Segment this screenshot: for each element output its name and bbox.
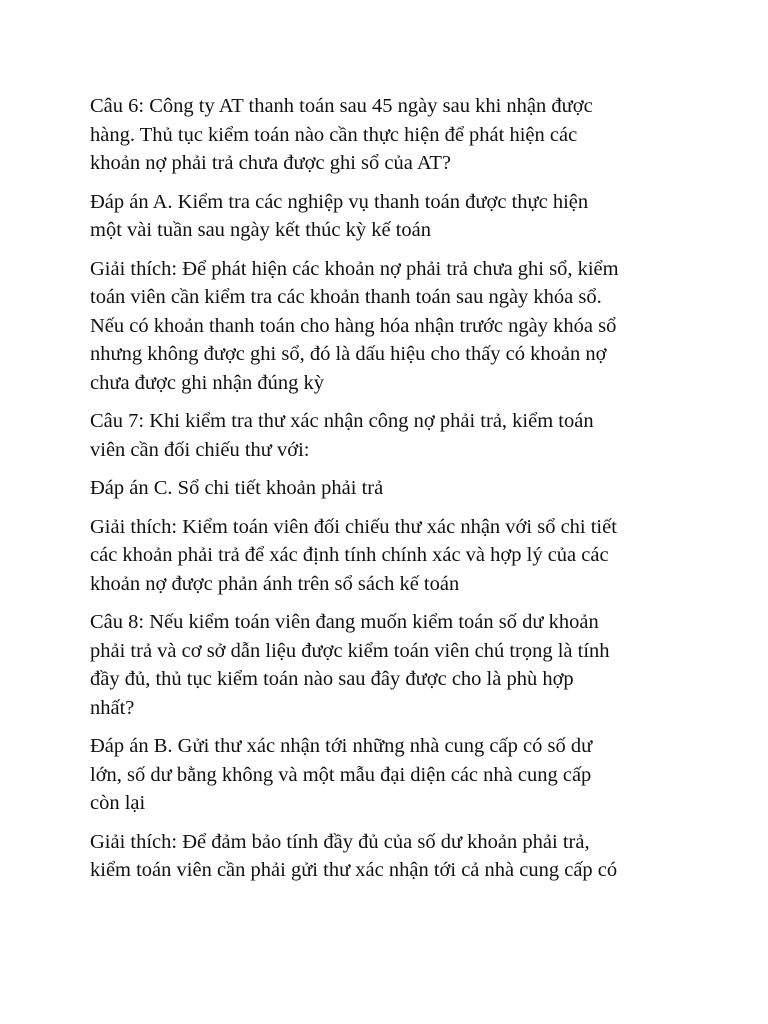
text-line: nhưng không được ghi sổ, đó là dấu hiệu cho thấy có khoản nợ bbox=[90, 343, 607, 365]
answer-8 bbox=[90, 732, 680, 818]
text-line: Giải thích: Để phát hiện các khoản nợ phải trả chưa ghi sổ, kiểm bbox=[90, 257, 619, 280]
text-line: Đáp án A. Kiểm tra các nghiệp vụ thanh toán được thực hiện bbox=[90, 190, 589, 213]
text-line: Nếu có khoản thanh toán cho hàng hóa nhận trước ngày khóa sổ bbox=[90, 314, 617, 337]
text-line: hàng. Thủ tục kiểm toán nào cần thực hiện để phát hiện các bbox=[90, 123, 578, 146]
explanation-7 bbox=[90, 513, 680, 599]
text-line: Câu 8: Nếu kiểm toán viên đang muốn kiểm toán số dư khoản bbox=[90, 611, 599, 633]
text-line: phải trả và cơ sở dẫn liệu được kiểm toán viên chú trọng là tính bbox=[90, 639, 610, 662]
answer-7 bbox=[90, 474, 680, 503]
text-line: Câu 7: Khi kiểm tra thư xác nhận công nợ phải trả, kiểm toán bbox=[90, 410, 594, 432]
text-line: một vài tuần sau ngày kết thúc kỳ kế toán bbox=[90, 219, 432, 241]
text-line: toán viên cần kiểm tra các khoản thanh toán sau ngày khóa sổ. bbox=[90, 286, 602, 308]
text-line: Đáp án C. Sổ chi tiết khoản phải trả bbox=[90, 477, 384, 499]
text-line: còn lại bbox=[90, 792, 146, 814]
text-line: các khoản phải trả để xác định tính chính xác và hợp lý của các bbox=[90, 544, 609, 566]
text-line: Giải thích: Kiểm toán viên đối chiếu thư xác nhận với sổ chi tiết bbox=[90, 515, 617, 538]
text-line: lớn, số dư bằng không và một mẫu đại diện các nhà cung cấp bbox=[90, 763, 592, 786]
explanation-8 bbox=[90, 828, 680, 885]
explanation-6 bbox=[90, 255, 680, 398]
question-8 bbox=[90, 608, 680, 722]
text-line: đầy đủ, thủ tục kiểm toán nào sau đây được cho là phù hợp bbox=[90, 668, 574, 690]
question-7 bbox=[90, 407, 680, 464]
text-line: nhất? bbox=[90, 696, 135, 719]
text-line: kiểm toán viên cần phải gửi thư xác nhận tới cả nhà cung cấp có bbox=[90, 859, 618, 881]
text-line: viên cần đối chiếu thư với: bbox=[90, 438, 310, 461]
text-line: chưa được ghi nhận đúng kỳ bbox=[90, 371, 325, 394]
text-line: khoản nợ được phản ánh trên sổ sách kế toán bbox=[90, 572, 460, 595]
text-line: Đáp án B. Gửi thư xác nhận tới những nhà cung cấp có số dư bbox=[90, 735, 593, 757]
document-page bbox=[90, 92, 680, 895]
text-line: Giải thích: Để đảm bảo tính đầy đủ của số dư khoản phải trả, bbox=[90, 830, 590, 853]
question-6 bbox=[90, 92, 680, 178]
text-line: Câu 6: Công ty AT thanh toán sau 45 ngày sau khi nhận được bbox=[90, 95, 593, 117]
text-line: khoản nợ phải trả chưa được ghi sổ của AT? bbox=[90, 152, 451, 174]
answer-6 bbox=[90, 188, 680, 245]
